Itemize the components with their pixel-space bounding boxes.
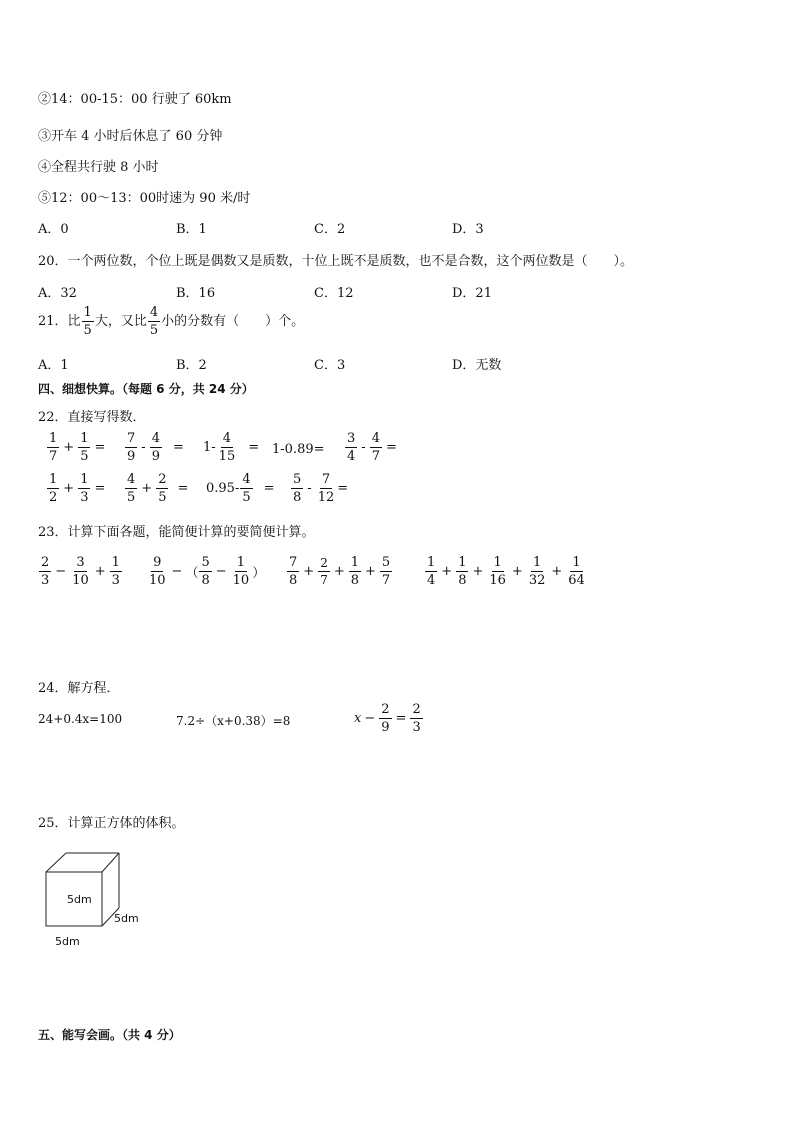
q20-option-a[interactable]: A．32: [38, 286, 77, 301]
q21-option-d[interactable]: D．无数: [452, 358, 502, 373]
q22-r1-expr-2: $\frac{7}{9}$ - $\frac{4}{9}$ =: [127, 431, 184, 464]
q19-item-2: ②14：00-15：00 行驶了 60km: [38, 92, 232, 107]
q21-fraction-2: $\frac{4}{5}$: [149, 305, 159, 338]
q24-equation-1: 24+0.4x=100: [38, 712, 123, 726]
cube-front-label: 5dm: [67, 893, 92, 906]
q21-mid: 大，又比: [94, 314, 147, 329]
q22-r1-expr-4: 1-0.89=: [272, 442, 325, 457]
q21-option-a[interactable]: A．1: [38, 358, 69, 373]
q22-r2-expr-3: 0.95- $\frac{4}{5}$ =: [206, 472, 275, 505]
q21-text: [38, 306, 304, 337]
q21-suffix: 小的分数有（ ）个。: [161, 314, 305, 329]
q22-r2-expr-1: $\frac{1}{2}$ + $\frac{1}{3}$ =: [49, 472, 106, 505]
q20-option-d[interactable]: D．21: [452, 286, 492, 301]
q19-option-d[interactable]: D．3: [452, 222, 484, 237]
q23-title: 23．计算下面各题，能简便计算的要简便计算。: [38, 525, 315, 540]
q22-title: 22．直接写得数．: [38, 410, 146, 425]
q20-text: 20．一个两位数，个位上既是偶数又是质数，十位上既不是质数，也不是合数，这个两位数是（ ）。: [38, 254, 634, 269]
section-4-heading: 四、细想快算。（每题 6 分，共 24 分）: [38, 382, 254, 396]
q22-r1-expr-1: $\frac{1}{7}$ + $\frac{1}{5}$ =: [49, 431, 106, 464]
q21-prefix: 21．比: [38, 314, 81, 329]
q19-option-b[interactable]: B．1: [176, 222, 207, 237]
q20-option-b[interactable]: B．16: [176, 286, 216, 301]
q21-option-c[interactable]: C．3: [314, 358, 346, 373]
q24-equation-3: x − $\frac{2}{9}$ = $\frac{2}{3}$: [354, 702, 421, 735]
q19-option-c[interactable]: C．2: [314, 222, 346, 237]
q22-r2-expr-4: $\frac{5}{8}$ - $\frac{7}{12}$ =: [293, 472, 349, 505]
q23-expr-4: $\frac{1}{4}$ + $\frac{1}{8}$ + $\frac{1}{16}$ + $\frac{1}{32}$ + $\frac{1}{64}$: [427, 555, 585, 588]
q22-r1-expr-5: $\frac{3}{4}$ - $\frac{4}{7}$ =: [347, 431, 397, 464]
q19-item-4: ④全程共行驶 8 小时: [38, 160, 159, 175]
q23-expr-1: $\frac{2}{3}$ − $\frac{3}{10}$ + $\frac{1}{3}$: [41, 555, 120, 588]
q23-expr-3: $\frac{7}{8}$ + $\frac{2}{7}$ + $\frac{1}{8}$ + $\frac{5}{7}$: [289, 555, 391, 588]
q19-item-5: ⑤12：00～13：00时速为 90 米/时: [38, 191, 251, 206]
q19-item-3: ③开车 4 小时后休息了 60 分钟: [38, 129, 223, 144]
q22-r2-expr-2: $\frac{4}{5}$ + $\frac{2}{5}$ =: [127, 472, 189, 505]
cube-bottom-label: 5dm: [55, 935, 80, 948]
q24-title: 24．解方程．: [38, 681, 120, 696]
q24-equation-2: 7.2÷（x+0.38）=8: [176, 714, 291, 728]
q19-option-a[interactable]: A．0: [38, 222, 69, 237]
q20-option-c[interactable]: C．12: [314, 286, 354, 301]
q23-expr-2: $\frac{9}{10}$ − （ $\frac{5}{8}$ − $\frac{1}{10}$ ）: [149, 555, 266, 588]
q22-r1-expr-3: 1- $\frac{4}{15}$ =: [203, 431, 260, 464]
q25-title: 25．计算正方体的体积。: [38, 816, 185, 831]
section-5-heading: 五、能写会画。（共 4 分）: [38, 1028, 181, 1042]
q21-fraction-1: $\frac{1}{5}$: [83, 305, 92, 338]
q21-option-b[interactable]: B．2: [176, 358, 207, 373]
cube-side-label: 5dm: [114, 912, 139, 925]
